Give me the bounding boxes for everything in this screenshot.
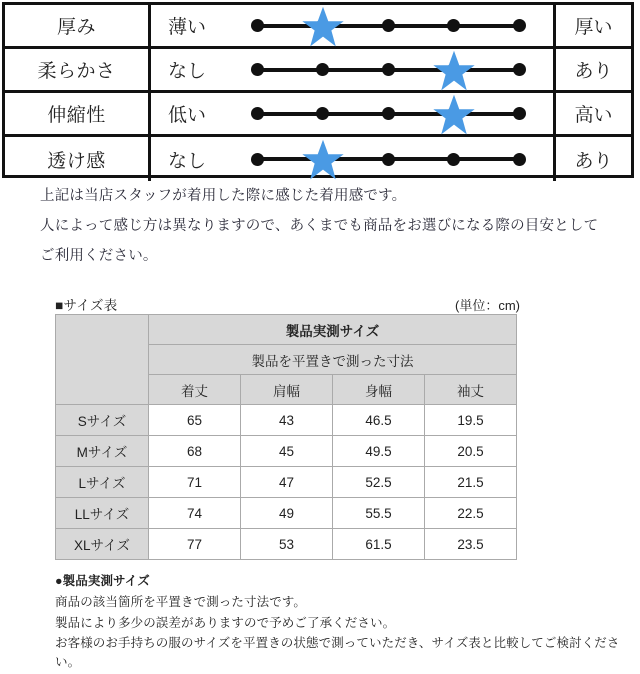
feel-row-label: 柔らかさ xyxy=(5,49,151,90)
footer-heading: ●製品実測サイズ xyxy=(55,574,150,588)
feel-scale-dot[interactable] xyxy=(382,153,395,166)
feel-scale-dot[interactable] xyxy=(447,63,460,76)
feel-scale-dot[interactable] xyxy=(382,63,395,76)
size-table-cell: 46.5 xyxy=(333,405,425,436)
size-table-row xyxy=(56,467,517,498)
wearing-feel-table xyxy=(2,2,634,178)
size-table-cell: 21.5 xyxy=(425,467,517,498)
feel-scale-dot[interactable] xyxy=(513,63,526,76)
notice-line: 上記は当店スタッフが着用した際に感じた着用感です。 xyxy=(40,188,407,204)
feel-row xyxy=(5,137,631,181)
size-table-cell: 65 xyxy=(149,405,241,436)
feel-row-label: 伸縮性 xyxy=(5,93,151,134)
size-table-row xyxy=(56,498,517,529)
size-table-row xyxy=(56,436,517,467)
size-table-header-row xyxy=(55,294,520,314)
feel-row-right-label: 高い xyxy=(553,93,631,134)
feel-scale-dot[interactable] xyxy=(316,153,329,166)
feel-scale-dot[interactable] xyxy=(251,107,264,120)
size-table-cell: 45 xyxy=(241,436,333,467)
size-table-row xyxy=(56,529,517,560)
size-table-cell: 68 xyxy=(149,436,241,467)
size-table-head xyxy=(56,315,517,405)
footer-line: お客様のお手持ちの服のサイズを平置きの状態で測っていただき、サイズ表と比較してご検討ください。 xyxy=(55,636,620,669)
size-table-cell: 49 xyxy=(241,498,333,529)
feel-scale xyxy=(223,5,553,46)
size-table-group-row xyxy=(56,315,517,345)
feel-scale-dot[interactable] xyxy=(251,19,264,32)
size-table-cell: 43 xyxy=(241,405,333,436)
feel-scale xyxy=(223,93,553,134)
size-table-row-header: Lサイズ xyxy=(56,467,149,498)
feel-scale xyxy=(223,137,553,181)
size-table-cell: 22.5 xyxy=(425,498,517,529)
size-table-cell: 49.5 xyxy=(333,436,425,467)
feel-row-label: 透け感 xyxy=(5,137,151,181)
feel-scale-dot[interactable] xyxy=(382,107,395,120)
feel-row-label: 厚み xyxy=(5,5,151,46)
size-table-row-header: XLサイズ xyxy=(56,529,149,560)
size-table-column-header: 着丈 xyxy=(149,375,241,405)
size-table-cell: 61.5 xyxy=(333,529,425,560)
size-table-column-header: 肩幅 xyxy=(241,375,333,405)
wearing-feel-notice xyxy=(40,186,620,276)
feel-row-left-label: 薄い xyxy=(167,17,206,38)
size-table-cell: 55.5 xyxy=(333,498,425,529)
size-table-cell: 47 xyxy=(241,467,333,498)
size-table-row-header: LLサイズ xyxy=(56,498,149,529)
feel-row-right-label: 厚い xyxy=(553,5,631,46)
size-table-cell: 19.5 xyxy=(425,405,517,436)
size-table-cell: 53 xyxy=(241,529,333,560)
feel-scale-dot[interactable] xyxy=(513,19,526,32)
feel-scale-dot[interactable] xyxy=(513,153,526,166)
feel-scale xyxy=(223,49,553,90)
size-table-body xyxy=(56,405,517,560)
size-table xyxy=(55,314,517,560)
feel-row xyxy=(5,49,631,93)
feel-row-left-label: 低い xyxy=(167,105,206,126)
feel-scale-dot[interactable] xyxy=(513,107,526,120)
feel-scale-dot[interactable] xyxy=(447,153,460,166)
size-table-title: ■サイズ表 xyxy=(55,298,118,313)
size-table-group-header: 製品実測サイズ xyxy=(149,315,517,345)
feel-row-right-label: あり xyxy=(553,49,631,90)
feel-scale-dot[interactable] xyxy=(447,19,460,32)
feel-scale-dot[interactable] xyxy=(316,63,329,76)
size-table-corner-cell xyxy=(56,315,149,405)
feel-scale-dot[interactable] xyxy=(251,153,264,166)
size-table-row xyxy=(56,405,517,436)
size-table-cell: 52.5 xyxy=(333,467,425,498)
size-table-footer-notes xyxy=(55,572,635,674)
feel-scale-dot[interactable] xyxy=(447,107,460,120)
notice-line: 人によって感じ方は異なりますので、あくまでも商品をお選びになる際の目安として xyxy=(40,218,599,235)
size-table-column-header: 身幅 xyxy=(333,375,425,405)
feel-row xyxy=(5,5,631,49)
size-table-cell: 23.5 xyxy=(425,529,517,560)
size-table-row-header: Mサイズ xyxy=(56,436,149,467)
feel-scale-dot[interactable] xyxy=(316,107,329,120)
size-table-column-header: 袖丈 xyxy=(425,375,517,405)
feel-scale-dot[interactable] xyxy=(251,63,264,76)
size-table-cell: 74 xyxy=(149,498,241,529)
feel-row-right-label: あり xyxy=(553,137,631,181)
size-table-cell: 77 xyxy=(149,529,241,560)
size-table-row-header: Sサイズ xyxy=(56,405,149,436)
size-table-unit-label: (単位：cm) xyxy=(455,298,520,313)
notice-line: ご利用ください。 xyxy=(40,248,158,265)
feel-row xyxy=(5,93,631,137)
footer-line: 製品により多少の誤差がありますので予めご了承ください。 xyxy=(55,615,396,630)
feel-scale-dot[interactable] xyxy=(382,19,395,32)
feel-row-left-label: なし xyxy=(167,61,206,82)
footer-line: 商品の該当箇所を平置きで測った寸法です。 xyxy=(55,594,307,609)
feel-scale-dot[interactable] xyxy=(316,19,329,32)
size-table-cell: 71 xyxy=(149,467,241,498)
size-table-sub-header: 製品を平置きで測った寸法 xyxy=(149,345,517,375)
size-table-cell: 20.5 xyxy=(425,436,517,467)
feel-row-left-label: なし xyxy=(167,150,206,172)
